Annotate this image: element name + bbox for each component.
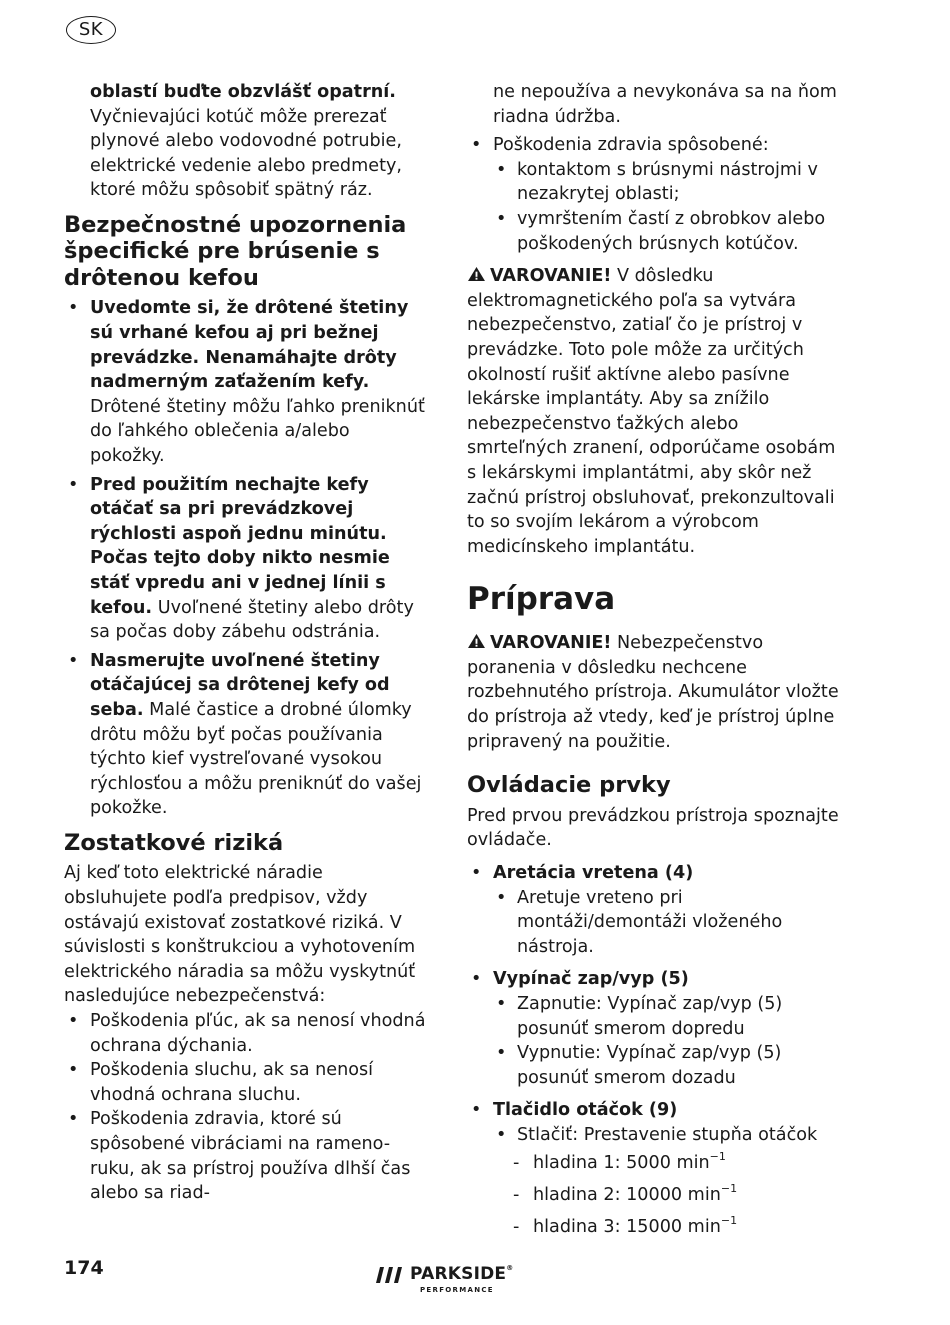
health-list [467,133,839,256]
level-text: hladina 2: 10000 min [533,1185,721,1206]
speed-level-item [511,1211,839,1243]
intro-bold: oblastí buďte obzvlášť opatrní. [90,82,396,102]
list-item: • Poškodenia zdravia, ktoré sú spôsobené vibráciami na rameno-ruku, ak sa prístroj používa dlhší čas alebo sa riad- [64,1107,428,1205]
warning-text: V dôsledku elektromagnetického poľa sa vytvára nebezpečenstvo, zatiaľ čo je prístroj v prevádzke. Toto pole môže za určitých okolností rušiť aktívne alebo pasívne lekárske implantáty. Aby sa znížilo nebezpečenstvo ťažkých alebo smrteľných zranení, odporúčame osobám s lekárskymi implantátmi, aby skôr než začnú prístroj obsluhovať, prekonzultovali to so svojím lekárom a výrobcom medicínskeho implantátu. [467,266,836,557]
control-title: Aretácia vretena (4) [493,862,694,883]
warning-emf [467,264,839,559]
control-sub-list [493,1123,839,1148]
list-item [64,649,428,821]
page-number: 174 [64,1257,104,1279]
logo-slashes-icon [376,1267,406,1283]
language-badge: SK [66,16,116,44]
speed-level-item [511,1179,839,1211]
item-bold: Pred použitím nechajte kefy otáčať sa pri prevádzkovej rýchlosti aspoň jednu minútu. Počas tejto doby nikto nesmie stáť vpredu ani v jednej línii s kefou. [90,474,390,618]
list-item: • Poškodenia sluchu, ak sa nenosí vhodná ochrana sluchu. [64,1058,428,1107]
item-text: Drôtené štetiny môžu ľahko preniknúť do ľahkého oblečenia a/alebo pokožky. [90,396,425,467]
sub-list-item: • vymrštením častí z obrobkov alebo poškodených brúsnych kotúčov. [493,207,839,256]
item-text: Uvoľnené štetiny alebo drôty sa počas doby zábehu odstránia. [90,597,414,643]
list-item [64,296,428,468]
logo-subtitle: PERFORMANCE [420,1286,494,1294]
list-item [467,133,839,256]
item-bold: Uvedomte si, že drôtené štetiny sú vrhané kefou aj pri bežnej prevádzke. Nenamáhajte drôty nadmerným zaťažením kefy. [90,298,409,393]
right-column [467,80,839,1243]
control-item [467,967,839,1090]
heading-controls: Ovládacie prvky [467,772,671,799]
continued-text: ne nepoužíva a nevykonáva sa na ňom riadna údržba. [493,82,837,127]
control-title: Vypínač zap/vyp (5) [493,969,689,990]
level-text: hladina 1: 5000 min [533,1153,710,1174]
item-text: Malé častice a drobné úlomky drôtu môžu byť počas používania týchto kief vystreľované vysokou rýchlosťou a môžu preniknúť do vašej pokožke. [90,699,422,819]
logo-registered: ® [506,1264,514,1272]
list-item: • Poškodenia pľúc, ak sa nenosí vhodná ochrana dýchania. [64,1009,428,1058]
brush-safety-list [64,296,428,820]
control-sub-list [493,992,839,1090]
sub-list-item: • Aretuje vreteno pri montáži/demontáži vloženého nástroja. [493,886,839,960]
level-text: hladina 3: 15000 min [533,1217,721,1238]
control-item [467,1098,839,1243]
parkside-logo [376,1264,526,1300]
warning-icon [467,633,486,649]
sub-list-item: • Zapnutie: Vypínač zap/vyp (5) posunúť smerom dopredu [493,992,839,1041]
intro-text: Vyčnievajúci kotúč môže prerezať plynové alebo vodovodné potrubie, elektrické vedenie alebo predmety, ktoré môžu spôsobiť spätný ráz. [90,106,402,201]
sub-list-item: • Stlačiť: Prestavenie stupňa otáčok [493,1123,839,1148]
warning-text: Nebezpečenstvo poranenia v dôsledku nechcene rozbehnutého prístroja. Akumulátor vložte do prístroja až vtedy, keď je prístroj úplne pripravený na použitie. [467,633,839,752]
controls-list [467,861,839,1244]
controls-paragraph: Pred prvou prevádzkou prístroja spoznajte ovládače. [467,805,839,851]
health-sub-list [493,158,839,256]
intro-paragraph [64,80,428,203]
sub-list-item: • Vypnutie: Vypínač zap/vyp (5) posunúť smerom dozadu [493,1041,839,1090]
sub-list-item: • kontaktom s brúsnymi nástrojmi v nezakrytej oblasti; [493,158,839,207]
unit-exponent: −1 [720,1182,738,1196]
heading-preparation: Príprava [467,581,616,618]
warning-startup [467,631,839,754]
warning-label: VAROVANIE! [490,266,612,287]
risks-paragraph: Aj keď toto elektrické náradie obsluhujete podľa predpisov, vždy ostávajú existovať zostatkové riziká. V súvislosti s konštrukciou a vyhotovením elektrického náradia sa môžu vyskytnúť nasledujúce nebezpečenstvá: [64,863,416,1007]
warning-label: VAROVANIE! [490,633,612,654]
logo-name: PARKSIDE [410,1264,507,1284]
warning-icon [467,266,486,282]
left-column [64,80,428,1206]
speed-level-item [511,1147,839,1179]
control-title: Tlačidlo otáčok (9) [493,1100,678,1121]
control-sub-list [493,886,839,960]
speed-levels-list [511,1147,839,1243]
item-text: Poškodenia zdravia spôsobené: [493,135,769,156]
heading-brush-safety: Bezpečnostné upozornenia špecifické pre brúsenie s drôtenou kefou [64,211,407,291]
unit-exponent: −1 [720,1214,738,1228]
control-item [467,861,839,959]
unit-exponent: −1 [709,1150,726,1164]
risks-list [64,1009,428,1206]
list-item [64,473,428,645]
heading-residual-risks: Zostatkové riziká [64,829,284,856]
item-bold: Nasmerujte uvoľnené štetiny otáčajúcej sa drôtenej kefy od seba. [90,650,390,720]
logo-wordmark [410,1264,513,1284]
